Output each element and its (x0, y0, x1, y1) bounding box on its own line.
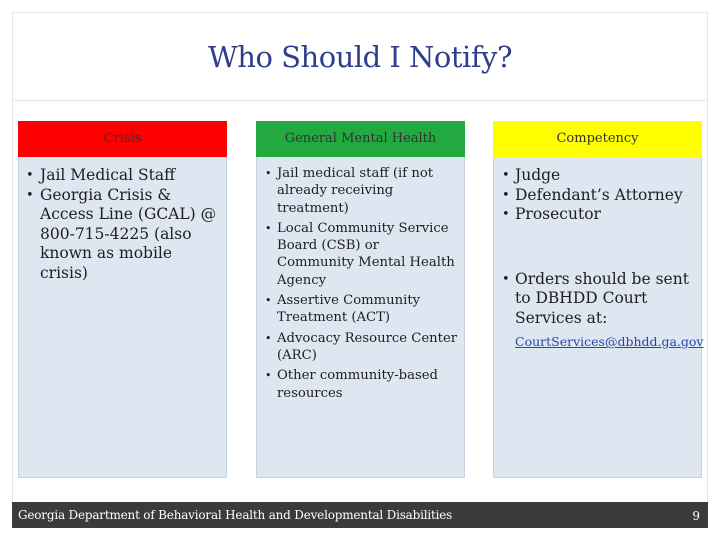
general-mental-health-list (257, 157, 464, 402)
competency-header: Competency (493, 121, 702, 157)
title-divider (12, 100, 708, 101)
crisis-panel (18, 157, 227, 478)
list-item: • Jail Medical Staff (26, 166, 220, 186)
crisis-header: Crisis (18, 121, 227, 157)
footer-bar (12, 502, 708, 528)
competency-column (493, 121, 702, 478)
general-mental-health-header: General Mental Health (256, 121, 465, 157)
page-number: 9 (692, 509, 700, 523)
list-item: • Jail medical staff (if not already receiving treatment) (264, 165, 458, 217)
list-item: • Judge (502, 166, 695, 186)
competency-panel (493, 157, 702, 478)
list-item: • Prosecutor (502, 205, 695, 225)
crisis-list (19, 157, 226, 283)
competency-orders-list (494, 225, 701, 329)
footer-text: Georgia Department of Behavioral Health and Developmental Disabilities (18, 508, 453, 522)
general-mental-health-panel (256, 157, 465, 478)
list-item: • Defendant’s Attorney (502, 186, 695, 206)
general-mental-health-column (256, 121, 465, 478)
list-item: • Other community-based resources (264, 367, 458, 402)
list-item: • Advocacy Resource Center (ARC) (264, 330, 458, 365)
slide-title: Who Should I Notify? (207, 40, 512, 74)
list-item: • Assertive Community Treatment (ACT) (264, 292, 458, 327)
list-item: • Local Community Service Board (CSB) or Community Mental Health Agency (264, 220, 458, 289)
list-item: • Georgia Crisis & Access Line (GCAL) @ 800-715-4225 (also known as mobile crisis) (26, 186, 220, 284)
court-services-email-link[interactable]: CourtServices@dbhdd.ga.gov (515, 334, 704, 349)
competency-list (494, 157, 701, 225)
list-item: • Orders should be sent to DBHDD Court Services at: (502, 270, 695, 329)
crisis-column (18, 121, 227, 478)
